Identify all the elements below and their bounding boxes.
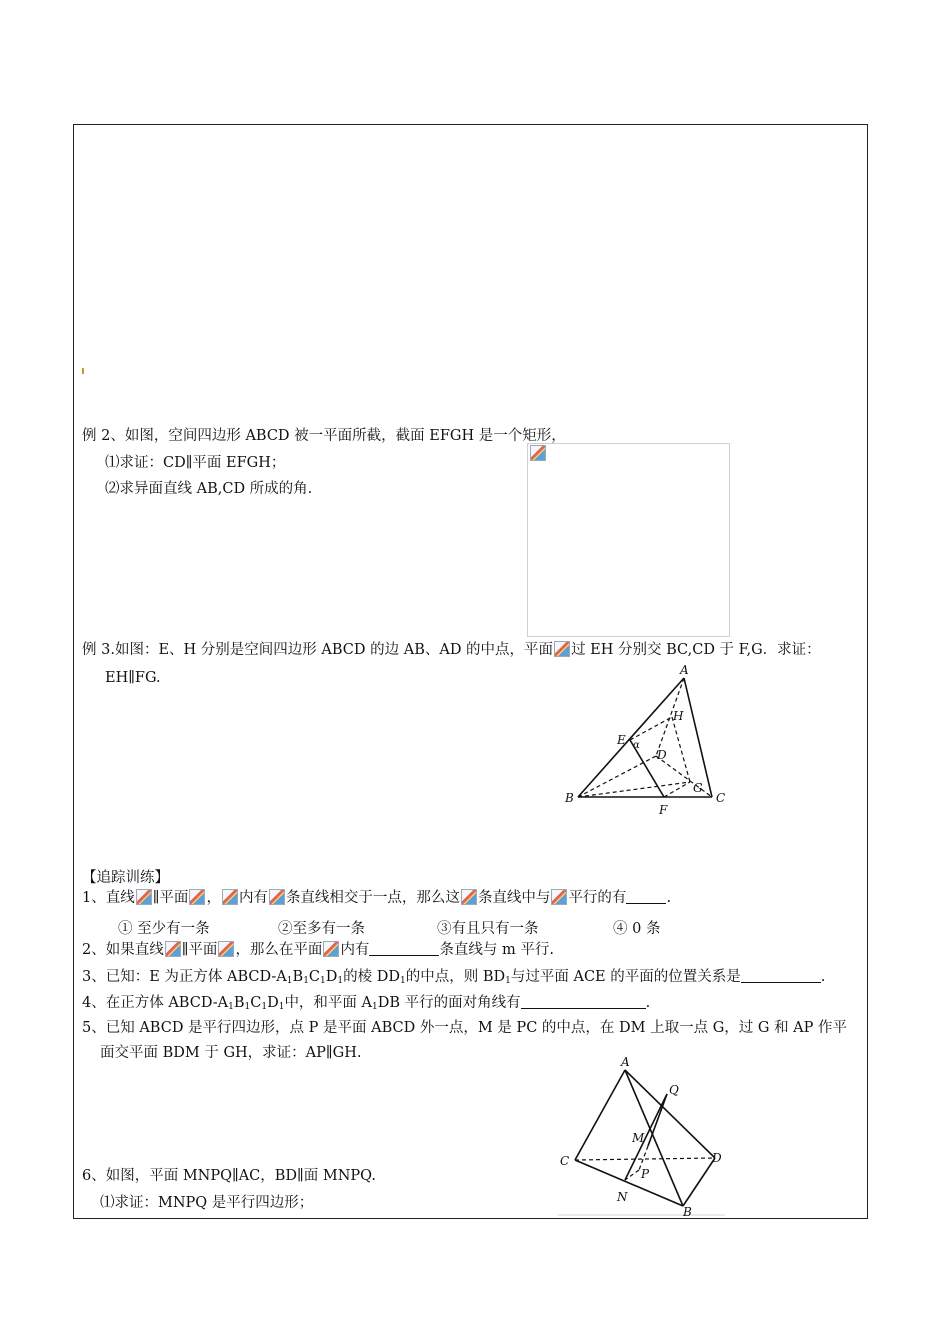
label-p: P: [641, 1167, 650, 1181]
q3-text-4: D: [325, 969, 338, 985]
q1-text-4: 内有: [238, 890, 268, 906]
label-a: A: [680, 663, 689, 677]
q1-text-1: 1、直线: [82, 890, 135, 906]
q1-text-6: 条直线中与: [477, 890, 551, 906]
q3-text-3: C: [308, 969, 321, 985]
q4-text-2: B: [233, 995, 245, 1011]
q1-text-3: ，: [206, 890, 221, 906]
line-m-image-icon: [165, 941, 181, 957]
label-c: C: [560, 1154, 570, 1168]
edge-bd: [578, 756, 656, 797]
q2-text-2: ∥平面: [181, 942, 218, 958]
q3-text-6: 的中点，则 BD: [405, 969, 506, 985]
choice-1: ① 至少有一条: [118, 921, 210, 937]
label-b: B: [565, 791, 574, 805]
q4-sub-2: 1: [244, 1002, 251, 1012]
broken-image-icon: [530, 445, 546, 461]
q4-answer-blank[interactable]: [521, 1008, 646, 1009]
tracking-q5-line1: 5、已知 ABCD 是平行四边形，点 P 是平面 ABCD 外一点，M 是 PC 的中点，在 DM 上取一点 G，过 G 和 AP 作平: [82, 1020, 848, 1036]
count-n-image-icon: [269, 889, 285, 905]
example2-figure-placeholder: [527, 443, 730, 637]
label-f: F: [659, 803, 668, 817]
label-g: G: [693, 781, 703, 795]
label-d: D: [657, 748, 667, 762]
example2-question2: ⑵求异面直线 AB,CD 所成的角.: [105, 481, 313, 497]
q2-text-4: 内有: [340, 942, 370, 958]
example2-line1: 例 2、如图，空间四边形 ABCD 被一平面所截，截面 EFGH 是一个矩形，: [82, 428, 566, 444]
q4-sub-1: 1: [228, 1002, 234, 1012]
tetrahedron-figure: [560, 660, 740, 820]
choice-3: ③有且只有一条: [437, 921, 539, 937]
label-q: Q: [669, 1083, 679, 1097]
edge-ab: [578, 678, 684, 797]
q3-text-7: 与过平面 ACE 的平面的位置关系是: [510, 969, 741, 985]
example3-line1: [82, 641, 821, 659]
stray-mark: [82, 368, 84, 374]
q3-answer-blank[interactable]: [741, 982, 821, 983]
q3-text-1: 3、已知：E 为正方体 ABCD-A: [82, 969, 287, 985]
q1-text-8: .: [666, 890, 672, 906]
q4-text-4: D: [267, 995, 279, 1011]
label-d: D: [712, 1151, 722, 1165]
q3-sub-3: 1: [320, 976, 326, 986]
q1-text-5: 条直线相交于一点，那么这: [285, 890, 460, 906]
q4-sub-3: 1: [261, 1002, 268, 1012]
q4-text-7: .: [645, 995, 651, 1011]
alpha-image-icon: [554, 641, 570, 657]
edge-cd: [575, 1158, 715, 1160]
tracking-q2: [82, 941, 554, 959]
q3-sub-6: 1: [505, 976, 511, 986]
label-e: E: [617, 733, 626, 747]
label-m: M: [632, 1131, 645, 1145]
tracking-q3: [82, 968, 825, 990]
edge-bg: [578, 782, 690, 797]
q4-text-1: 4、在正方体 ABCD-A: [82, 995, 229, 1011]
tracking-q1: [82, 889, 671, 907]
example3-text-b: 过 EH 分别交 BC,CD 于 F,G．求证：: [571, 642, 821, 658]
q4-text-6: DB 平行的面对角线有: [377, 995, 521, 1011]
q3-text-2: B: [292, 969, 304, 985]
plane-alpha-image-icon-4: [323, 941, 339, 957]
example2-question1: ⑴求证：CD∥平面 EFGH；: [105, 455, 286, 471]
plane-alpha-image-icon-3: [218, 941, 234, 957]
edge-eh: [630, 717, 672, 740]
q4-sub-5: 1: [372, 1002, 378, 1012]
q4-text-5: 中，和平面 A: [284, 995, 373, 1011]
label-a: A: [621, 1055, 630, 1069]
example3-line2: EH∥FG.: [105, 670, 161, 686]
tracking-q6-line2: ⑴求证：MNPQ 是平行四边形；: [100, 1195, 314, 1211]
q3-sub-2: 1: [303, 976, 309, 986]
edge-ac: [575, 1070, 625, 1160]
example3-text-a: 例 3.如图：E、H 分别是空间四边形 ABCD 的边 AB、AD 的中点，平面: [82, 642, 554, 658]
q4-sub-4: 1: [278, 1002, 285, 1012]
tetrahedron-mnpq-figure: [555, 1052, 735, 1222]
line-a-image-icon-2: [551, 889, 567, 905]
q2-text-1: 2、如果直线: [82, 942, 164, 958]
edge-hg: [672, 717, 690, 782]
q1-answer-blank[interactable]: [626, 903, 666, 904]
q2-text-3: ，那么在平面: [235, 942, 323, 958]
q4-text-3: C: [250, 995, 262, 1011]
edge-db: [683, 1158, 715, 1206]
label-b: B: [683, 1205, 692, 1219]
q3-sub-4: 1: [337, 976, 344, 986]
label-alpha: α: [633, 740, 640, 751]
tracking-q6-line1: 6、如图，平面 MNPQ∥AC，BD∥面 MNPQ.: [82, 1168, 376, 1184]
choice-2: ②至多有一条: [278, 921, 365, 937]
line-a-image-icon: [136, 889, 152, 905]
label-n: N: [617, 1190, 628, 1204]
choice-4: ④ 0 条: [613, 921, 661, 937]
tracking-q4: [82, 994, 650, 1016]
label-h: H: [673, 709, 684, 723]
q3-text-8: .: [820, 969, 826, 985]
q1-text-7: 平行的有: [568, 890, 627, 906]
label-c: C: [716, 791, 726, 805]
q1-text-2: ∥平面: [152, 890, 189, 906]
q3-sub-1: 1: [286, 976, 293, 986]
q3-sub-5: 1: [400, 976, 406, 986]
plane-alpha-image-icon: [189, 889, 205, 905]
plane-alpha-image-icon-2: [222, 889, 238, 905]
q3-text-5: 的棱 DD: [343, 969, 401, 985]
tracking-q5-line2: 面交平面 BDM 于 GH，求证：AP∥GH.: [100, 1045, 362, 1061]
q2-answer-blank[interactable]: [369, 955, 439, 956]
tracking-title: 【追踪训练】: [82, 870, 169, 886]
q2-text-5: 条直线与 m 平行.: [439, 942, 555, 958]
edge-ac: [684, 678, 712, 797]
count-n-image-icon-2: [461, 889, 477, 905]
